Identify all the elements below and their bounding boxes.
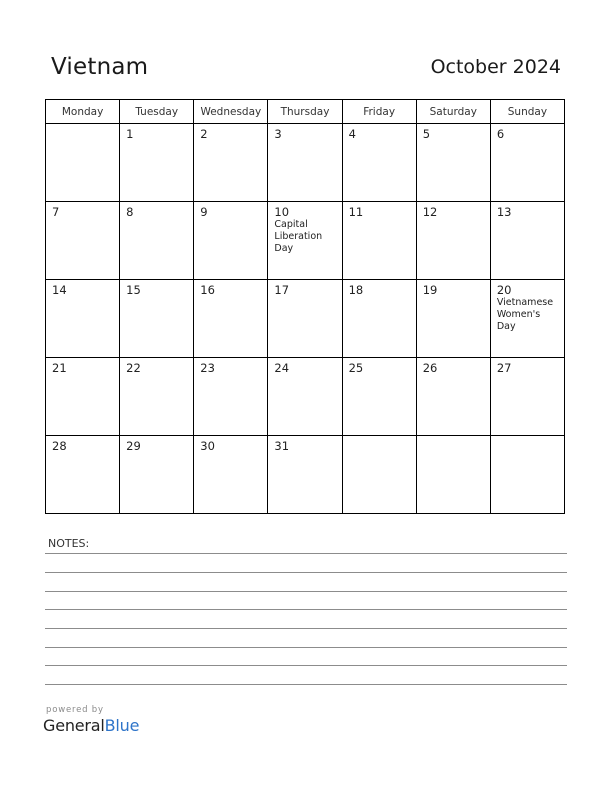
day-cell bbox=[342, 280, 416, 358]
day-cell bbox=[416, 124, 490, 202]
day-cell-content bbox=[417, 280, 490, 297]
notes-line bbox=[45, 572, 567, 573]
day-number: 20 bbox=[496, 283, 512, 297]
day-number: 10 bbox=[274, 205, 290, 219]
day-cell-content bbox=[194, 280, 267, 297]
notes-line bbox=[45, 647, 567, 648]
day-cell-content bbox=[491, 280, 564, 333]
calendar-grid bbox=[45, 99, 565, 514]
day-cell bbox=[194, 358, 268, 436]
day-cell bbox=[416, 436, 490, 514]
day-cell bbox=[342, 202, 416, 280]
day-cell bbox=[490, 280, 564, 358]
day-cell bbox=[120, 280, 194, 358]
day-number: 30 bbox=[200, 439, 215, 453]
day-cell-content bbox=[46, 124, 119, 127]
day-cell bbox=[268, 436, 342, 514]
notes-line bbox=[45, 591, 567, 592]
notes-line bbox=[45, 609, 567, 610]
day-cell bbox=[342, 436, 416, 514]
day-number: 24 bbox=[274, 361, 290, 375]
day-number: 5 bbox=[422, 127, 431, 141]
day-number: 19 bbox=[422, 283, 438, 297]
day-number: 28 bbox=[52, 439, 67, 453]
day-cell bbox=[46, 202, 120, 280]
day-cell-content bbox=[343, 202, 416, 219]
calendar-week-row bbox=[46, 436, 565, 514]
day-number: 21 bbox=[52, 361, 67, 375]
day-number: 17 bbox=[274, 283, 290, 297]
day-cell bbox=[120, 202, 194, 280]
day-cell bbox=[416, 358, 490, 436]
day-cell-content bbox=[120, 124, 193, 141]
day-cell bbox=[490, 436, 564, 514]
day-cell-content bbox=[46, 436, 119, 453]
weekday-header-friday: Friday bbox=[342, 100, 416, 124]
day-number: 7 bbox=[52, 205, 60, 219]
day-cell-content bbox=[491, 436, 564, 439]
holiday-label: Vietnamese Women's Day bbox=[496, 297, 554, 332]
day-number: 3 bbox=[274, 127, 282, 141]
day-number: 23 bbox=[200, 361, 215, 375]
day-number: 25 bbox=[348, 361, 364, 375]
calendar-week-row bbox=[46, 358, 565, 436]
day-cell bbox=[490, 202, 564, 280]
day-cell bbox=[46, 280, 120, 358]
powered-by-text: powered by bbox=[46, 705, 104, 715]
day-cell bbox=[194, 436, 268, 514]
day-cell-content bbox=[46, 202, 119, 219]
generalblue-logo bbox=[43, 716, 139, 735]
day-cell-content bbox=[194, 202, 267, 219]
day-cell-content bbox=[268, 124, 341, 141]
day-cell bbox=[490, 124, 564, 202]
day-number: 1 bbox=[126, 127, 134, 141]
day-number: 2 bbox=[200, 127, 208, 141]
holiday-label: Capital Liberation Day bbox=[274, 219, 323, 254]
day-cell-content bbox=[194, 124, 267, 141]
day-number: 18 bbox=[348, 283, 364, 297]
calendar-week-row bbox=[46, 202, 565, 280]
day-cell-content bbox=[268, 280, 341, 297]
day-cell bbox=[490, 358, 564, 436]
day-cell bbox=[342, 124, 416, 202]
day-cell-content bbox=[194, 436, 267, 453]
calendar-body bbox=[46, 124, 565, 514]
weekday-header-saturday: Saturday bbox=[416, 100, 490, 124]
day-number: 27 bbox=[496, 361, 512, 375]
day-cell bbox=[46, 124, 120, 202]
notes-line bbox=[45, 628, 567, 629]
notes-line bbox=[45, 665, 567, 666]
day-cell bbox=[268, 280, 342, 358]
day-cell bbox=[46, 436, 120, 514]
day-cell-content bbox=[268, 436, 341, 453]
weekday-header-row bbox=[46, 100, 565, 124]
day-cell-content bbox=[120, 202, 193, 219]
weekday-header-wednesday: Wednesday bbox=[194, 100, 268, 124]
day-number: 11 bbox=[348, 205, 364, 219]
logo-general-text: General bbox=[43, 716, 105, 735]
day-cell bbox=[194, 124, 268, 202]
day-number: 12 bbox=[422, 205, 438, 219]
day-cell-content bbox=[120, 358, 193, 375]
day-number: 26 bbox=[422, 361, 438, 375]
notes-line bbox=[45, 553, 567, 554]
day-cell-content bbox=[194, 358, 267, 375]
notes-label: NOTES: bbox=[48, 537, 90, 550]
day-cell bbox=[268, 358, 342, 436]
country-title: Vietnam bbox=[51, 54, 149, 80]
day-cell bbox=[194, 280, 268, 358]
weekday-header-thursday: Thursday bbox=[268, 100, 342, 124]
day-cell-content bbox=[46, 358, 119, 375]
day-cell bbox=[194, 202, 268, 280]
day-cell-content bbox=[417, 358, 490, 375]
day-number: 15 bbox=[126, 283, 141, 297]
day-cell bbox=[342, 358, 416, 436]
day-cell-content bbox=[343, 280, 416, 297]
day-cell bbox=[120, 436, 194, 514]
day-cell-content bbox=[343, 436, 416, 439]
day-cell-content bbox=[120, 436, 193, 453]
day-cell bbox=[268, 202, 342, 280]
month-title: October 2024 bbox=[430, 56, 561, 78]
day-cell-content bbox=[491, 124, 564, 141]
weekday-header-monday: Monday bbox=[46, 100, 120, 124]
day-number: 13 bbox=[496, 205, 512, 219]
day-cell bbox=[120, 124, 194, 202]
day-number: 29 bbox=[126, 439, 141, 453]
day-number: 14 bbox=[52, 283, 67, 297]
logo-blue-text: Blue bbox=[104, 716, 140, 735]
weekday-header-sunday: Sunday bbox=[490, 100, 564, 124]
day-cell-content bbox=[491, 358, 564, 375]
day-cell-content bbox=[417, 124, 490, 141]
day-cell-content bbox=[120, 280, 193, 297]
day-cell-content bbox=[491, 202, 564, 219]
day-number: 31 bbox=[274, 439, 290, 453]
day-cell bbox=[416, 202, 490, 280]
weekday-header-tuesday: Tuesday bbox=[120, 100, 194, 124]
day-number: 8 bbox=[126, 205, 134, 219]
day-cell-content bbox=[343, 358, 416, 375]
day-cell bbox=[268, 124, 342, 202]
day-number: 22 bbox=[126, 361, 141, 375]
day-number: 16 bbox=[200, 283, 215, 297]
day-cell-content bbox=[268, 202, 341, 255]
day-number: 6 bbox=[496, 127, 505, 141]
day-cell-content bbox=[46, 280, 119, 297]
day-cell-content bbox=[417, 202, 490, 219]
notes-line bbox=[45, 684, 567, 685]
calendar-week-row bbox=[46, 280, 565, 358]
day-cell-content bbox=[343, 124, 416, 141]
calendar-week-row bbox=[46, 124, 565, 202]
day-cell bbox=[416, 280, 490, 358]
day-cell-content bbox=[268, 358, 341, 375]
day-number: 9 bbox=[200, 205, 208, 219]
day-cell bbox=[46, 358, 120, 436]
day-cell-content bbox=[417, 436, 490, 439]
day-cell bbox=[120, 358, 194, 436]
day-number: 4 bbox=[348, 127, 356, 141]
